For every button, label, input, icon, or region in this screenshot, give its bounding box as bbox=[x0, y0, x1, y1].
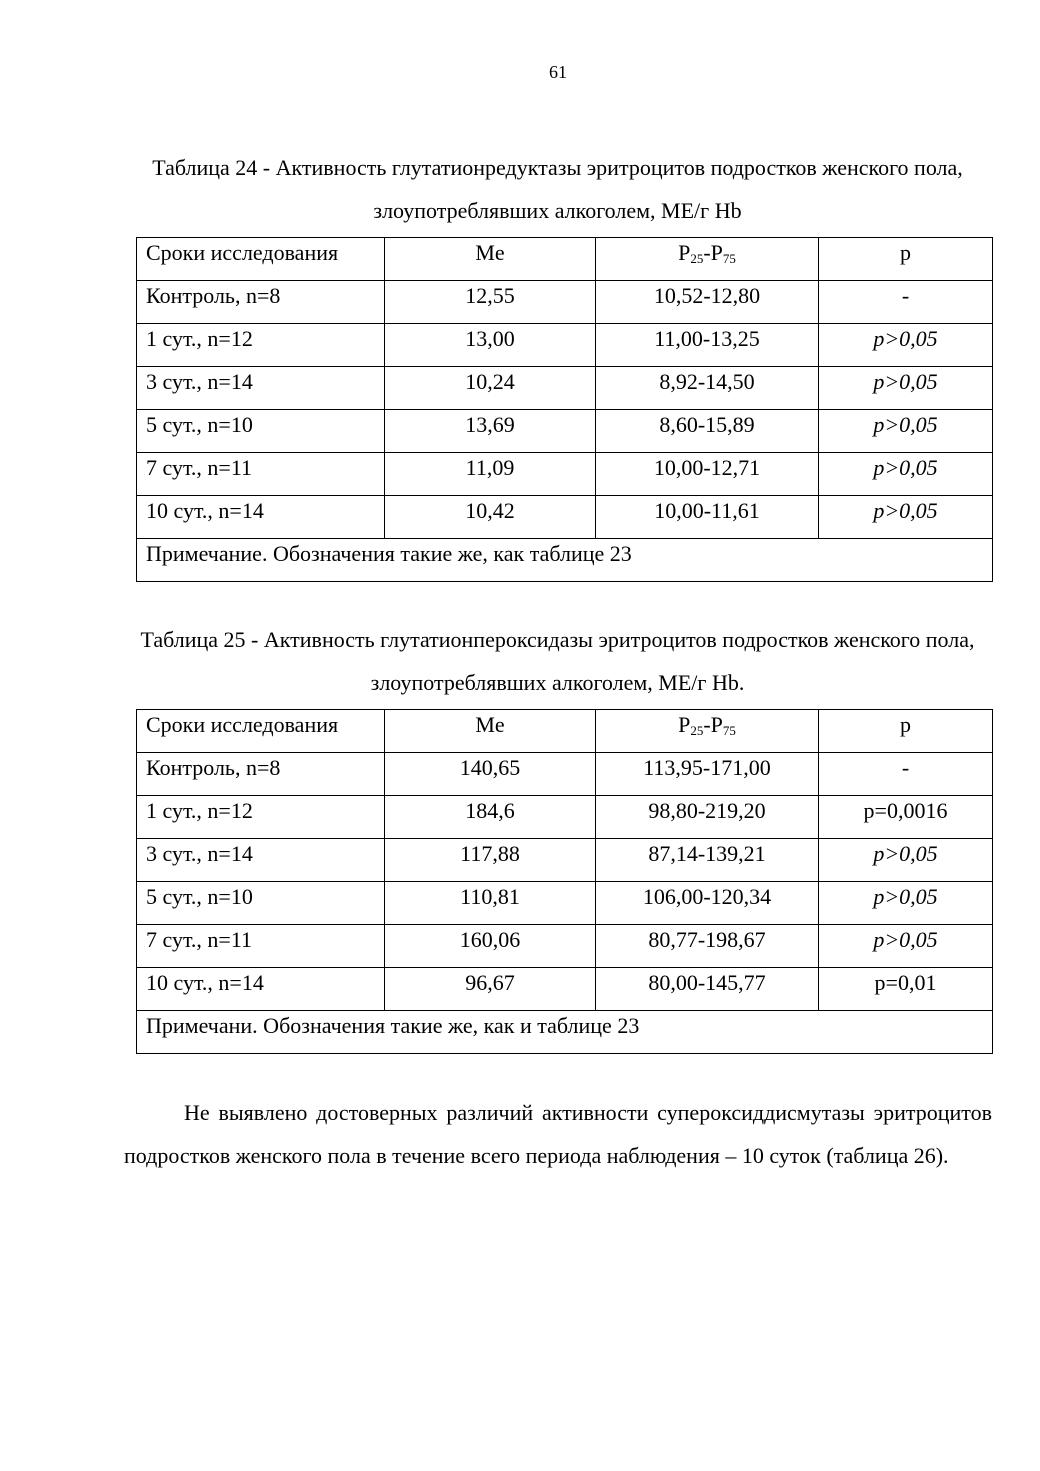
cell-median: 13,69 bbox=[385, 410, 596, 453]
cell-period: Контроль, n=8 bbox=[137, 753, 385, 796]
cell-median: 117,88 bbox=[385, 839, 596, 882]
cell-p: p>0,05 bbox=[819, 367, 993, 410]
cell-median: 140,65 bbox=[385, 753, 596, 796]
cell-period: 5 сут., n=10 bbox=[137, 882, 385, 925]
cell-range: 10,00-12,71 bbox=[596, 453, 819, 496]
table-row bbox=[137, 324, 993, 367]
table-row bbox=[137, 496, 993, 539]
cell-period: 1 сут., n=12 bbox=[137, 796, 385, 839]
cell-median: 13,00 bbox=[385, 324, 596, 367]
header-p: p bbox=[819, 710, 993, 753]
header-median: Me bbox=[385, 710, 596, 753]
table-row bbox=[137, 453, 993, 496]
header-p: p bbox=[819, 238, 993, 281]
cell-p: p>0,05 bbox=[819, 925, 993, 968]
cell-range: 80,00-145,77 bbox=[596, 968, 819, 1011]
table-note-row bbox=[137, 539, 993, 582]
cell-period: Контроль, n=8 bbox=[137, 281, 385, 324]
cell-p: p>0,05 bbox=[819, 410, 993, 453]
cell-range: 98,80-219,20 bbox=[596, 796, 819, 839]
cell-p: - bbox=[819, 281, 993, 324]
cell-range: 8,92-14,50 bbox=[596, 367, 819, 410]
cell-period: 10 сут., n=14 bbox=[137, 496, 385, 539]
table-row bbox=[137, 882, 993, 925]
cell-p: - bbox=[819, 753, 993, 796]
cell-p: p>0,05 bbox=[819, 453, 993, 496]
table-row bbox=[137, 410, 993, 453]
table-note: Примечание. Обозначения такие же, как таблице 23 bbox=[137, 539, 993, 582]
table-row bbox=[137, 367, 993, 410]
cell-period: 1 сут., n=12 bbox=[137, 324, 385, 367]
cell-range: 10,52-12,80 bbox=[596, 281, 819, 324]
cell-period: 3 сут., n=14 bbox=[137, 839, 385, 882]
cell-median: 10,24 bbox=[385, 367, 596, 410]
table-row bbox=[137, 839, 993, 882]
cell-range: 113,95-171,00 bbox=[596, 753, 819, 796]
table-24-caption: Таблица 24 - Активность глутатионредуктазы эритроцитов подростков женского пола, злоупотреблявших алкоголем, МЕ/г Hb bbox=[152, 155, 963, 223]
table-row bbox=[137, 281, 993, 324]
cell-range: 80,77-198,67 bbox=[596, 925, 819, 968]
table-row bbox=[137, 753, 993, 796]
cell-range: 10,00-11,61 bbox=[596, 496, 819, 539]
cell-p: p>0,05 bbox=[819, 882, 993, 925]
cell-period: 10 сут., n=14 bbox=[137, 968, 385, 1011]
cell-median: 110,81 bbox=[385, 882, 596, 925]
body-paragraph: Не выявлено достоверных различий активности супероксиддисмутазы эритроцитов подростков женского пола в течение всего периода наблюдения – 10 суток (таблица 26). bbox=[124, 1100, 992, 1168]
cell-period: 7 сут., n=11 bbox=[137, 453, 385, 496]
cell-p: p>0,05 bbox=[819, 324, 993, 367]
cell-p: p>0,05 bbox=[819, 496, 993, 539]
cell-median: 10,42 bbox=[385, 496, 596, 539]
header-percentiles: $P_{25}-P_{75}$ bbox=[596, 238, 819, 281]
cell-period: 3 сут., n=14 bbox=[137, 367, 385, 410]
cell-range: 106,00-120,34 bbox=[596, 882, 819, 925]
cell-p: p=0,0016 bbox=[819, 796, 993, 839]
table-row bbox=[137, 968, 993, 1011]
table-row bbox=[137, 925, 993, 968]
cell-period: 7 сут., n=11 bbox=[137, 925, 385, 968]
cell-median: 184,6 bbox=[385, 796, 596, 839]
cell-median: 12,55 bbox=[385, 281, 596, 324]
cell-median: 160,06 bbox=[385, 925, 596, 968]
header-period: Сроки исследования bbox=[137, 238, 385, 281]
table-header-row bbox=[137, 710, 993, 753]
table-note-row bbox=[137, 1011, 993, 1054]
table-header-row bbox=[137, 238, 993, 281]
table-25 bbox=[136, 709, 993, 1054]
header-median: Me bbox=[385, 238, 596, 281]
table-row bbox=[137, 796, 993, 839]
header-percentiles: $P_{25}-P_{75}$ bbox=[596, 710, 819, 753]
cell-median: 96,67 bbox=[385, 968, 596, 1011]
table-24 bbox=[136, 237, 993, 582]
cell-p: p>0,05 bbox=[819, 839, 993, 882]
table-note: Примечани. Обозначения такие же, как и таблице 23 bbox=[137, 1011, 993, 1054]
cell-p: p=0,01 bbox=[819, 968, 993, 1011]
table-25-caption: Таблица 25 - Активность глутатионпероксидазы эритроцитов подростков женского пола, злоупотреблявших алкоголем, МЕ/г Hb. bbox=[140, 627, 975, 695]
cell-range: 8,60-15,89 bbox=[596, 410, 819, 453]
cell-period: 5 сут., n=10 bbox=[137, 410, 385, 453]
header-period: Сроки исследования bbox=[137, 710, 385, 753]
cell-range: 87,14-139,21 bbox=[596, 839, 819, 882]
page-number: 61 bbox=[549, 62, 567, 82]
cell-range: 11,00-13,25 bbox=[596, 324, 819, 367]
cell-median: 11,09 bbox=[385, 453, 596, 496]
